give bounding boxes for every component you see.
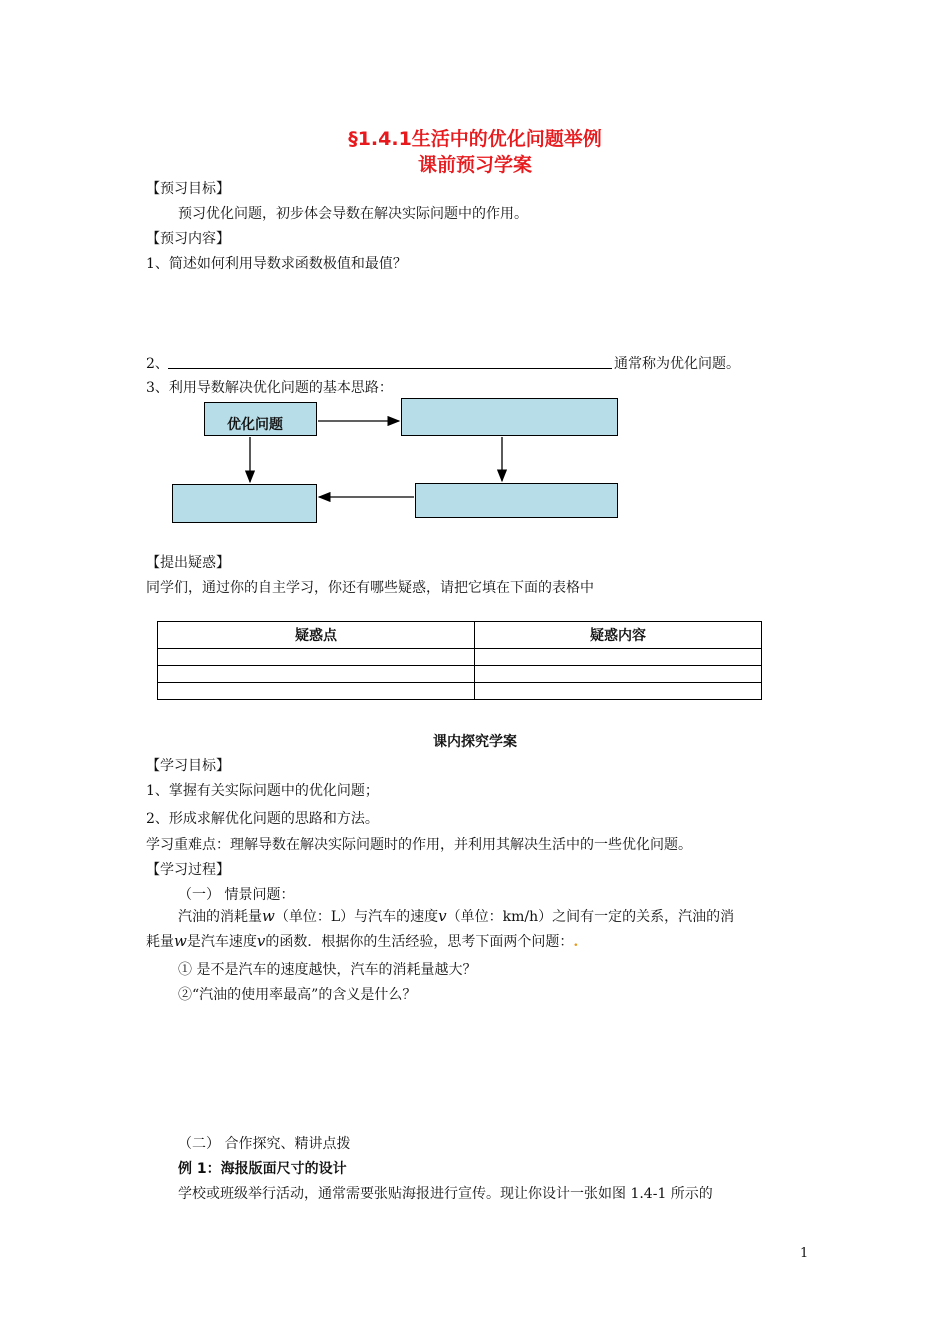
example-1-title: 例 1：海报版面尺寸的设计 bbox=[178, 1161, 347, 1177]
variable-v: v bbox=[256, 932, 266, 950]
doubts-table bbox=[157, 621, 762, 700]
variable-w: w bbox=[174, 932, 187, 950]
preview-question-1: 1、简述如何利用导数求函数极值和最值？ bbox=[146, 256, 407, 272]
page-subtitle: 课前预习学案 bbox=[417, 154, 532, 176]
preview-goal-header: 【预习目标】 bbox=[146, 181, 230, 197]
study-goal-header: 【学习目标】 bbox=[146, 758, 230, 774]
table-row bbox=[158, 683, 762, 700]
part-2-title: （二） 合作探究、精讲点拨 bbox=[178, 1136, 351, 1152]
scenario-text: 的函数．根据你的生活经验，思考下面两个问题： bbox=[265, 934, 574, 950]
table-row bbox=[158, 649, 762, 666]
variable-w: w bbox=[262, 907, 275, 925]
question-2: ②“汽油的使用率最高”的含义是什么？ bbox=[178, 987, 417, 1003]
scenario-text: 是汽车速度 bbox=[186, 934, 257, 950]
preview-question-2-prefix: 2、 bbox=[146, 356, 169, 372]
table-row bbox=[158, 666, 762, 683]
scenario-text: （单位：L）与汽车的速度 bbox=[274, 909, 439, 925]
preview-question-3: 3、利用导数解决优化问题的基本思路： bbox=[146, 380, 393, 396]
example-1-text: 学校或班级举行活动，通常需要张贴海报进行宣传。现让你设计一张如图 1.4-1 所示的 bbox=[178, 1186, 713, 1202]
study-goal-1: 1、掌握有关实际问题中的优化问题； bbox=[146, 783, 379, 799]
key-points: 学习重难点：理解导数在解决实际问题时的作用，并利用其解决生活中的一些优化问题。 bbox=[146, 837, 692, 853]
page-number: 1 bbox=[800, 1246, 809, 1261]
doubts-column-content: 疑惑内容 bbox=[475, 622, 762, 649]
table-cell[interactable] bbox=[475, 683, 762, 700]
table-cell[interactable] bbox=[475, 649, 762, 666]
preview-goal-text: 预习优化问题，初步体会导数在解决实际问题中的作用。 bbox=[178, 206, 528, 222]
doubts-intro: 同学们，通过你的自主学习，你还有哪些疑惑，请把它填在下面的表格中 bbox=[146, 580, 594, 596]
scenario-text: 汽油的消耗量 bbox=[178, 909, 262, 925]
inclass-title: 课内探究学案 bbox=[433, 734, 517, 750]
scenario-text: （单位：km/h）之间有一定的关系，汽油的消 bbox=[446, 909, 735, 925]
question-1: ① 是不是汽车的速度越快，汽车的消耗量越大？ bbox=[178, 962, 477, 978]
preview-question-2-suffix: 通常称为优化问题。 bbox=[614, 356, 740, 372]
scenario-text: 耗量 bbox=[146, 934, 174, 950]
doubts-header: 【提出疑惑】 bbox=[146, 555, 230, 571]
study-process-header: 【学习过程】 bbox=[146, 862, 230, 878]
part-1-title: （一） 情景问题： bbox=[178, 887, 295, 903]
preview-content-header: 【预习内容】 bbox=[146, 231, 230, 247]
table-cell[interactable] bbox=[475, 666, 762, 683]
page-title: §1.4.1生活中的优化问题举例 bbox=[348, 128, 602, 150]
table-cell[interactable] bbox=[158, 649, 475, 666]
scenario-line-2 bbox=[146, 931, 578, 951]
doubts-column-point: 疑惑点 bbox=[158, 622, 475, 649]
orange-dot: . bbox=[573, 934, 579, 950]
flowchart-box-label: 优化问题 bbox=[227, 417, 283, 433]
variable-v: v bbox=[438, 907, 447, 925]
study-goal-2: 2、形成求解优化问题的思路和方法。 bbox=[146, 811, 379, 827]
scenario-line-1 bbox=[178, 906, 734, 926]
table-cell[interactable] bbox=[158, 666, 475, 683]
table-cell[interactable] bbox=[158, 683, 475, 700]
